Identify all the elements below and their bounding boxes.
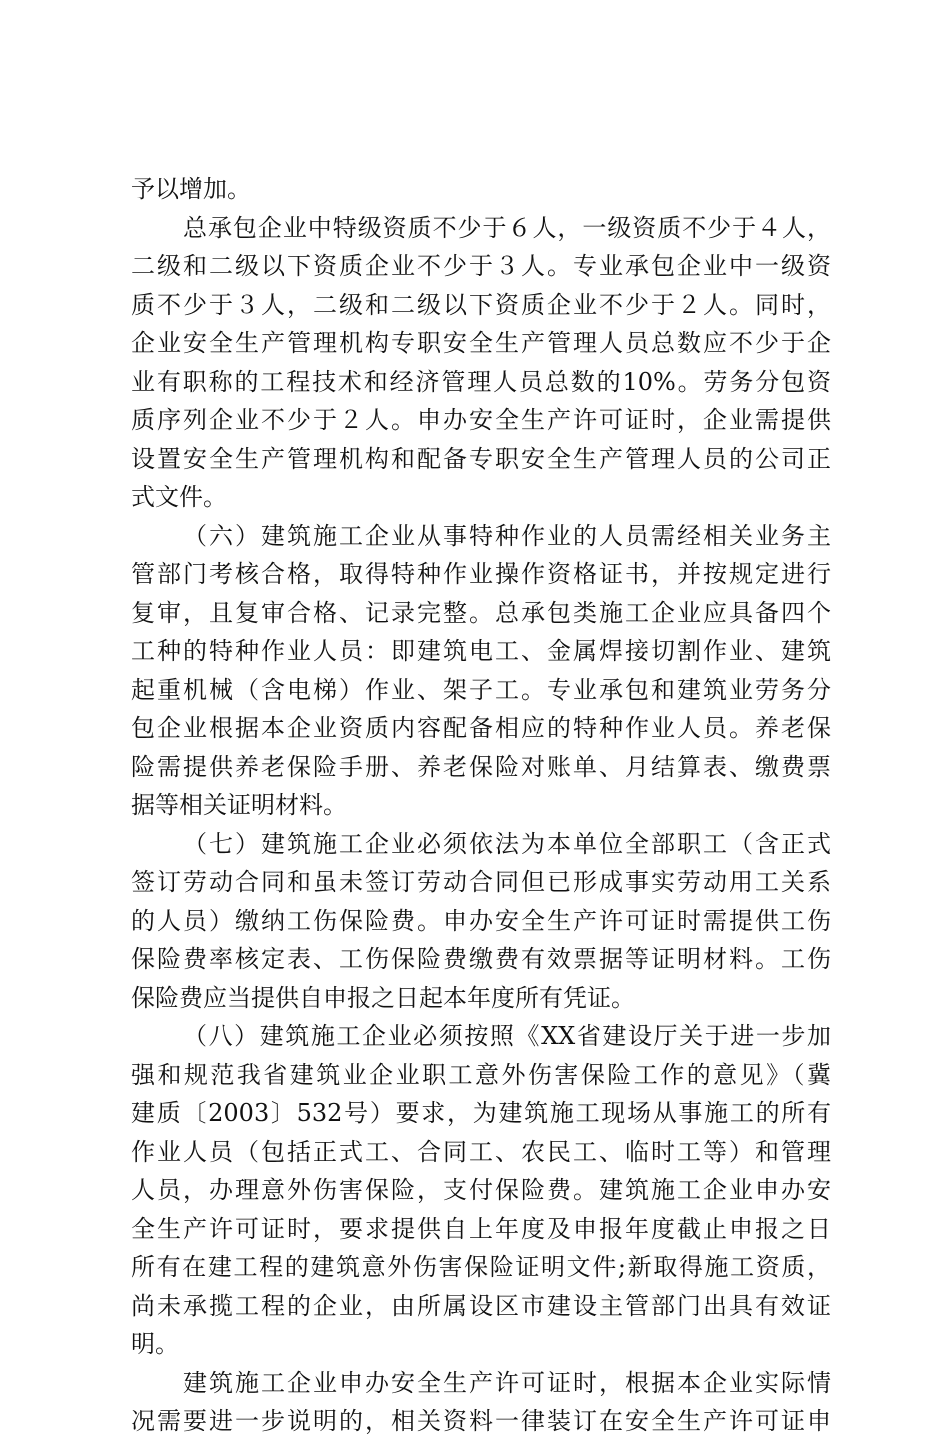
text-line: 式文件。 — [131, 483, 227, 511]
text-line: （七）建筑施工企业必须依法为本单位全部职工（含正式 — [183, 829, 831, 858]
document-body — [131, 170, 831, 1441]
text-line: 企业安全生产管理机构专职安全生产管理人员总数应不少于企 — [131, 329, 831, 357]
text-line: 工种的特种作业人员：即建筑电工、金属焊接切割作业、建筑 — [131, 637, 831, 665]
text-line: 质序列企业不少于２人。申办安全生产许可证时，企业需提供 — [131, 406, 831, 434]
text-line: 二级和二级以下资质企业不少于３人。专业承包企业中一级资 — [131, 252, 831, 280]
text-line: 建筑施工企业申办安全生产许可证时，根据本企业实际情 — [183, 1368, 831, 1397]
text-line: （八）建筑施工企业必须按照《XX省建设厅关于进一步加 — [183, 1022, 831, 1050]
text-line: 况需要进一步说明的，相关资料一律装订在安全生产许可证申 — [131, 1407, 831, 1435]
text-line: 包企业根据本企业资质内容配备相应的特种作业人员。养老保 — [131, 714, 831, 742]
text-line: 人员，办理意外伤害保险，支付保险费。建筑施工企业申办安 — [131, 1176, 831, 1204]
text-line: 总承包企业中特级资质不少于６人，一级资质不少于４人， — [183, 213, 831, 242]
text-line: 保险费应当提供自申报之日起本年度所有凭证。 — [131, 983, 635, 1012]
text-line: （六）建筑施工企业从事特种作业的人员需经相关业务主 — [183, 521, 831, 550]
text-line: 所有在建工程的建筑意外伤害保险证明文件;新取得施工资质， — [131, 1253, 831, 1281]
text-line: 质不少于３人，二级和二级以下资质企业不少于２人。同时， — [131, 290, 831, 319]
text-line: 建质〔2003〕532号）要求，为建筑施工现场从事施工的所有 — [131, 1099, 831, 1127]
text-line: 尚未承揽工程的企业，由所属设区市建设主管部门出具有效证 — [131, 1291, 831, 1320]
text-line: 业有职称的工程技术和经济管理人员总数的10%。劳务分包资 — [131, 367, 831, 396]
text-line: 保险费率核定表、工伤保险费缴费有效票据等证明材料。工伤 — [131, 945, 831, 973]
text-line: 的人员）缴纳工伤保险费。申办安全生产许可证时需提供工伤 — [131, 906, 831, 935]
text-line: 强和规范我省建筑业企业职工意外伤害保险工作的意见》（冀 — [131, 1060, 831, 1089]
text-line: 予以增加。 — [131, 175, 251, 203]
text-line: 起重机械（含电梯）作业、架子工。专业承包和建筑业劳务分 — [131, 675, 831, 704]
text-line: 明。 — [131, 1330, 179, 1358]
text-line: 据等相关证明材料。 — [131, 791, 347, 819]
text-line: 签订劳动合同和虽未签订劳动合同但已形成事实劳动用工关系 — [131, 868, 831, 896]
text-line: 设置安全生产管理机构和配备专职安全生产管理人员的公司正 — [131, 444, 831, 473]
text-line: 险需提供养老保险手册、养老保险对账单、月结算表、缴费票 — [131, 752, 831, 781]
text-line: 管部门考核合格，取得特种作业操作资格证书，并按规定进行 — [131, 560, 831, 588]
text-line: 复审，且复审合格、记录完整。总承包类施工企业应具备四个 — [131, 598, 831, 627]
text-line: 作业人员（包括正式工、合同工、农民工、临时工等）和管理 — [131, 1137, 831, 1166]
text-line: 全生产许可证时，要求提供自上年度及申报年度截止申报之日 — [131, 1214, 831, 1243]
